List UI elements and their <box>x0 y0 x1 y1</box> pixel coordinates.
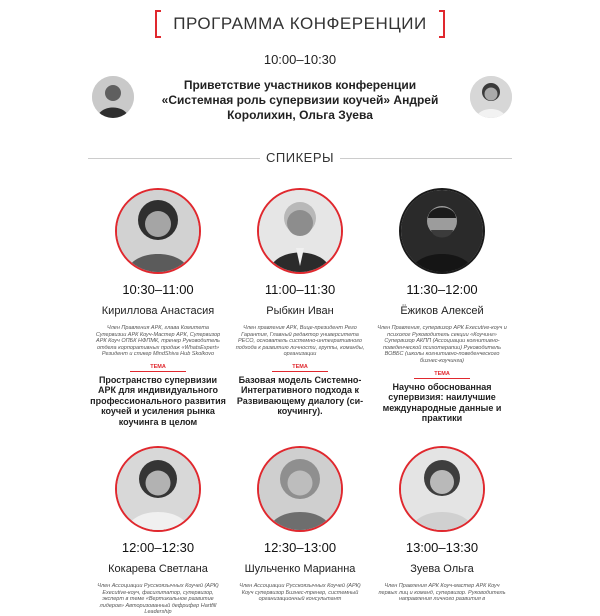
speaker-avatar <box>115 446 201 532</box>
speaker-topic: Базовая модель Системно-Интегративного подхода к Развивающему диалогу (си-коучингу). <box>236 374 364 417</box>
speaker-bio: Член правления АРК, Вице-президент Рего Гарантия, Главный редактор университета РЕСО, основатель системно-интегративного подхода к развитию личности, группы, команды, организации <box>235 325 365 358</box>
speaker-time: 11:30–12:00 <box>406 282 478 297</box>
speaker-time: 12:00–12:30 <box>121 540 195 555</box>
speaker-bio: Член Правления АРК Коуч-мастер АРК Коуч первых лиц и команд, супервизор. Руководитель направления личного развития в <box>378 583 506 603</box>
section-divider-right <box>340 158 512 159</box>
speaker-bio: Член Ассоциации Русскоязычных Коучей (АРК) Executive-коуч, фасилитатор, супервизор, эксперт в теме «Вертикальное развитие лидеров» Авторизованный дефрифер Hartfill Leadership <box>97 583 219 616</box>
speaker-bio: Член Правления АРК, глава Комитета Супервизии АРК Коуч-Мастер АРК, Супервизор АРК Коуч ОПБК НФПМК, тренер Руководитель отдела корпоративных продаж «WhatsExpert» Резидент и спикер MindShiva Hub Skolkovo <box>95 325 221 358</box>
speaker-bio: Член Ассоциации Русскоязычных Коучей (АРК) Коуч супервизор Бизнес-тренер, системный организационный консультант <box>239 583 361 603</box>
opening-time: 10:00–10:30 <box>263 52 337 67</box>
speaker-avatar <box>399 446 485 532</box>
host-avatar-right <box>470 76 512 118</box>
speaker-card <box>356 188 528 424</box>
speaker-topic: Пространство супервизии АРК для индивидуального профессионального развития коучей и усиления рынка коучинга в целом <box>90 374 226 427</box>
speaker-avatar <box>399 188 485 274</box>
speaker-avatar <box>257 188 343 274</box>
person-photo-icon <box>117 190 199 272</box>
program-title: ПРОГРАММА КОНФЕРЕНЦИИ <box>173 14 427 33</box>
topic-label: ТЕМА <box>130 364 186 372</box>
speaker-name: Рыбкин Иван <box>266 305 334 317</box>
person-photo-icon <box>401 190 483 272</box>
speaker-time: 12:30–13:00 <box>263 540 337 555</box>
speaker-bio: Член Правления, супервизор АРК Executive-коуч и психолог Руководитель секции «Коучинг» Супервизор АКПП (Ассоциации когнитивно-поведенческой психотерапии) Руководитель ВОВБС (школы когнитивно-поведенческого бизнес-коучинга) <box>377 325 507 364</box>
person-photo-icon <box>470 76 512 118</box>
speaker-avatar <box>257 446 343 532</box>
speakers-section-title: СПИКЕРЫ <box>266 150 334 165</box>
speaker-name: Ёжиков Алексей <box>400 305 484 317</box>
speaker-time: 10:30–11:00 <box>122 282 194 297</box>
speaker-time: 13:00–13:30 <box>405 540 479 555</box>
host-avatar-left <box>92 76 134 118</box>
person-photo-icon <box>259 448 341 530</box>
speaker-time: 11:00–11:30 <box>264 282 336 297</box>
speaker-avatar <box>115 188 201 274</box>
topic-label: ТЕМА <box>272 364 328 372</box>
person-photo-icon <box>259 190 341 272</box>
opening-description: Приветствие участников конференции «Системная роль супервизии коучей» Андрей Королихин, Ольга Зуева <box>161 78 439 122</box>
person-photo-icon <box>117 448 199 530</box>
program-header <box>0 10 600 38</box>
speaker-name: Кокарева Светлана <box>108 563 208 575</box>
title-right-bracket <box>439 10 445 38</box>
title-left-bracket <box>155 10 161 38</box>
speaker-name: Кириллова Анастасия <box>101 305 215 317</box>
person-photo-icon <box>401 448 483 530</box>
speaker-name: Зуева Ольга <box>410 563 474 575</box>
person-photo-icon <box>92 76 134 118</box>
program-title-box <box>155 10 444 38</box>
speaker-topic: Научно обоснованная супервизия: наилучшие международные данные и практики <box>382 381 502 424</box>
topic-label: ТЕМА <box>414 371 470 379</box>
speaker-card <box>356 446 528 603</box>
speaker-name: Шульченко Марианна <box>244 563 356 575</box>
